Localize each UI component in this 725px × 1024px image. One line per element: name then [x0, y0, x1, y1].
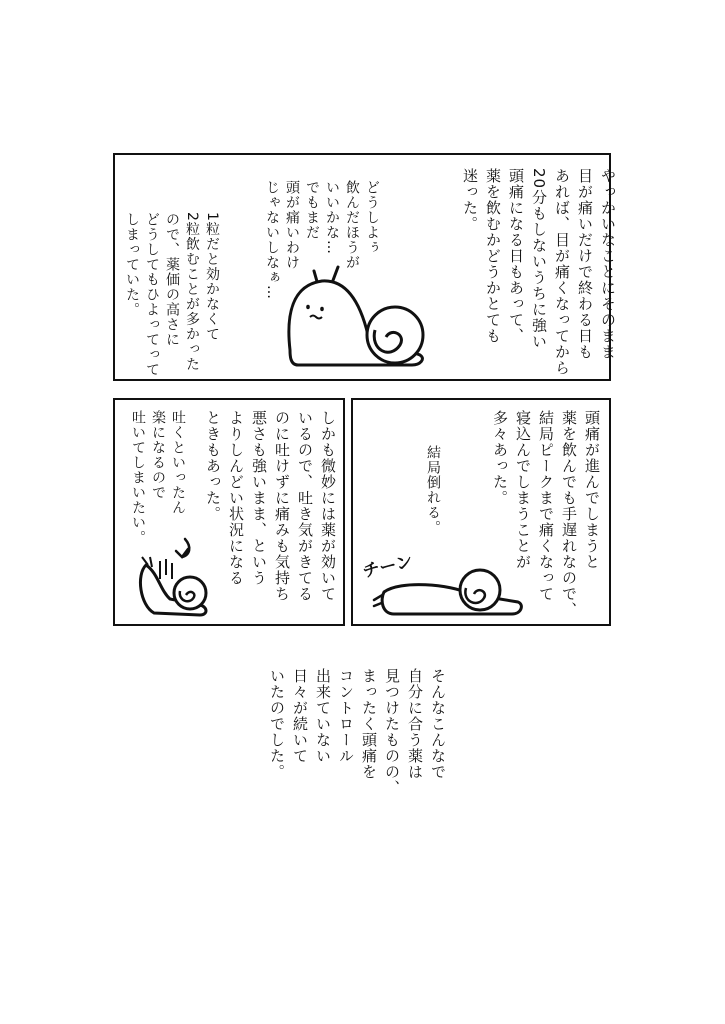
snail-vomiting-illustration	[130, 535, 220, 620]
panel-2-narration: 頭痛が進んでしまうと 薬を飲んでも手遅れなので、 結局ピークまで痛くなって 寝込んでしまうことが 多々あった。	[491, 410, 601, 618]
closing-narration: そんなこんなで 自分に合う薬は 見つけたものの、 まったく頭痛を コントロール 出来ていない 日々が続いて いたのでした。	[268, 668, 447, 796]
panel-2-sfx: チーン	[360, 551, 415, 582]
snail-thinking-illustration	[280, 255, 430, 370]
panel-1-thought: どうしよぅ 飲んだほうが いいかな… でもまだ 頭が痛いわけ じゃないしなぁ…	[264, 180, 380, 300]
panel-1-side-note: 1粒だと効かなくて 2粒飲むことが多かった ので、薬価の高さに どうしてもひよってって しまっていた。	[124, 212, 220, 377]
snail-collapsed-illustration	[370, 560, 530, 620]
panel-2-caption: 結局倒れる。	[425, 445, 441, 535]
panel-3-side-note: 吐くといったん 楽になるので 吐いてしまいたい。	[130, 410, 186, 545]
panel-1-narration: やっかいなことにそのまま 目が痛いだけで終わる日も あれば、目が痛くなってから 20分もしないうちに強い 頭痛になる日もあって、 薬を飲むかどうかとても 迷った。	[461, 168, 617, 376]
panel-3-narration: しかも微妙には薬が効いて いるので、吐き気がきてる のに吐けずに痛みも気持ち 悪さも強いまま、という よりしんどい状況になる ときもあった。	[204, 410, 337, 602]
